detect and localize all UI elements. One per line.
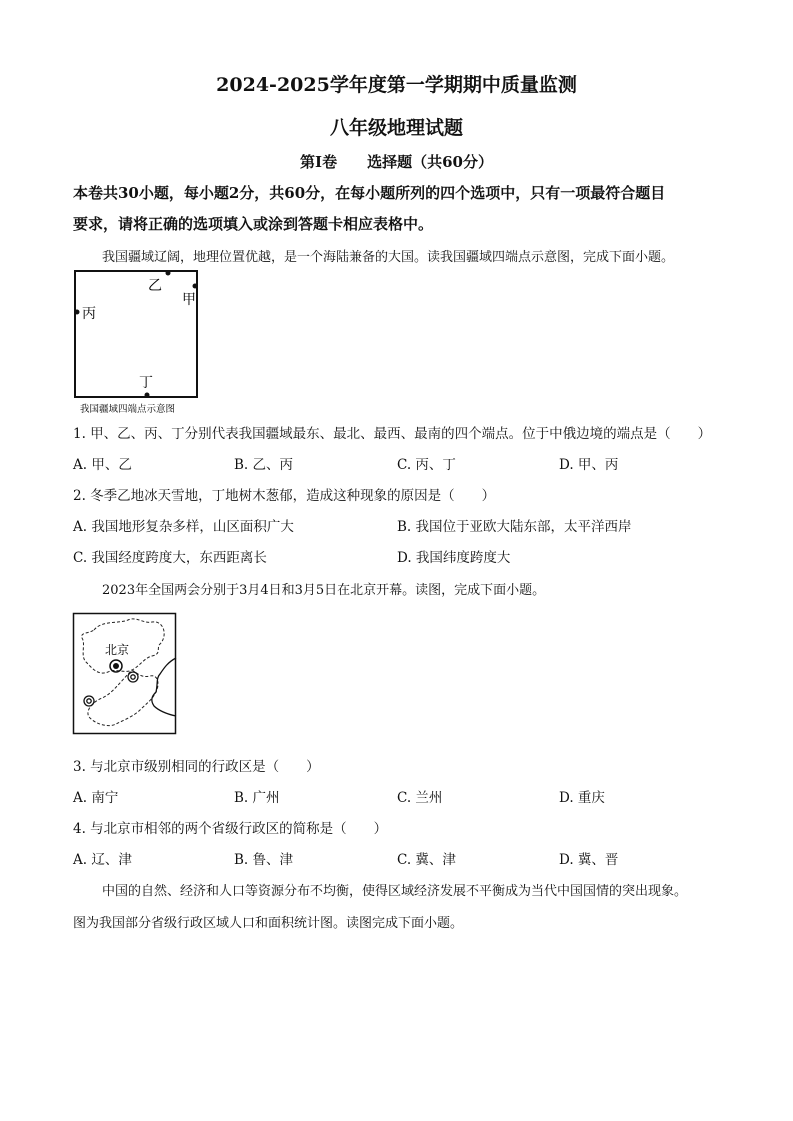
- question-4-option-d[interactable]: D. 冀、晋: [559, 852, 619, 868]
- question-3-option-a[interactable]: A. 南宁: [73, 790, 119, 806]
- question-2-stem: 2. 冬季乙地冰天雪地，丁地树木葱郁，造成这种现象的原因是（ ）: [73, 488, 496, 504]
- question-1-option-c[interactable]: C. 丙、丁: [397, 457, 456, 473]
- question-4-option-c[interactable]: C. 冀、津: [397, 852, 456, 868]
- question-1-option-a[interactable]: A. 甲、乙: [73, 457, 132, 473]
- question-2-option-c[interactable]: C. 我国经度跨度大，东西距离长: [73, 550, 267, 566]
- question-1-stem: 1. 甲、乙、丙、丁分别代表我国疆域最东、最北、最西、最南的四个端点。位于中俄边境的端点是（ ）: [73, 426, 712, 442]
- label-jia: 甲: [182, 292, 196, 308]
- label-yi: 乙: [148, 278, 162, 294]
- city-symbol-tianjin-outer: [128, 672, 138, 682]
- point-jia-dot: [193, 284, 198, 289]
- beijing-map-figure: [72, 612, 178, 736]
- coastline: [152, 658, 176, 716]
- territory-frame: [75, 271, 197, 397]
- instructions-line-2: 要求，请将正确的选项填入或涂到答题卡相应表格中。: [73, 215, 434, 233]
- question-3-option-b[interactable]: B. 广州: [234, 790, 280, 806]
- question-3-stem: 3. 与北京市级别相同的行政区是（ ）: [73, 759, 320, 775]
- question-3-option-c[interactable]: C. 兰州: [397, 790, 443, 806]
- question-4-option-b[interactable]: B. 鲁、津: [234, 852, 294, 868]
- question-2-option-d[interactable]: D. 我国纬度跨度大: [397, 550, 511, 566]
- tianjin-boundary: [88, 670, 158, 726]
- group2-intro: 2023年全国两会分别于3月4日和3月5日在北京开幕。读图，完成下面小题。: [102, 583, 546, 598]
- exam-title: 2024-2025学年度第一学期期中质量监测: [216, 74, 577, 96]
- section-heading: 第Ⅰ卷 选择题（共60分）: [300, 153, 493, 171]
- question-1-option-d[interactable]: D. 甲、丙: [559, 457, 619, 473]
- city-symbol-tianjin-inner: [131, 675, 135, 679]
- label-ding: 丁: [139, 375, 153, 391]
- label-bing: 丙: [82, 306, 96, 322]
- question-4-stem: 4. 与北京市相邻的两个省级行政区的简称是（ ）: [73, 821, 388, 837]
- city-symbol-other-inner: [87, 699, 91, 703]
- group1-intro: 我国疆域辽阔，地理位置优越，是一个海陆兼备的大国。读我国疆域四端点示意图，完成下面小题。: [102, 250, 675, 265]
- point-bing-dot: [75, 310, 80, 315]
- extreme-points-figure: [70, 266, 205, 414]
- group3-intro-line-2: 图为我国部分省级行政区域人口和面积统计图。读图完成下面小题。: [73, 916, 464, 931]
- point-yi-dot: [166, 271, 171, 276]
- question-4-option-a[interactable]: A. 辽、津: [73, 852, 132, 868]
- point-ding-dot: [145, 393, 150, 398]
- exam-subtitle: 八年级地理试题: [329, 117, 463, 139]
- question-2-option-a[interactable]: A. 我国地形复杂多样，山区面积广大: [73, 519, 294, 535]
- question-2-option-b[interactable]: B. 我国位于亚欧大陆东部，太平洋西岸: [397, 519, 632, 535]
- label-beijing: 北京: [105, 643, 130, 657]
- group3-intro-line-1: 中国的自然、经济和人口等资源分布不均衡，使得区域经济发展不平衡成为当代中国国情的突出现象。: [102, 884, 688, 899]
- question-1-option-b[interactable]: B. 乙、丙: [234, 457, 294, 473]
- instructions-line-1: 本卷共30小题，每小题2分，共60分，在每小题所列的四个选项中，只有一项最符合题目: [73, 184, 666, 202]
- city-symbol-other-outer: [84, 696, 94, 706]
- figure-caption: 我国疆域四端点示意图: [80, 404, 176, 414]
- question-3-option-d[interactable]: D. 重庆: [559, 790, 605, 806]
- capital-symbol-inner: [113, 663, 119, 669]
